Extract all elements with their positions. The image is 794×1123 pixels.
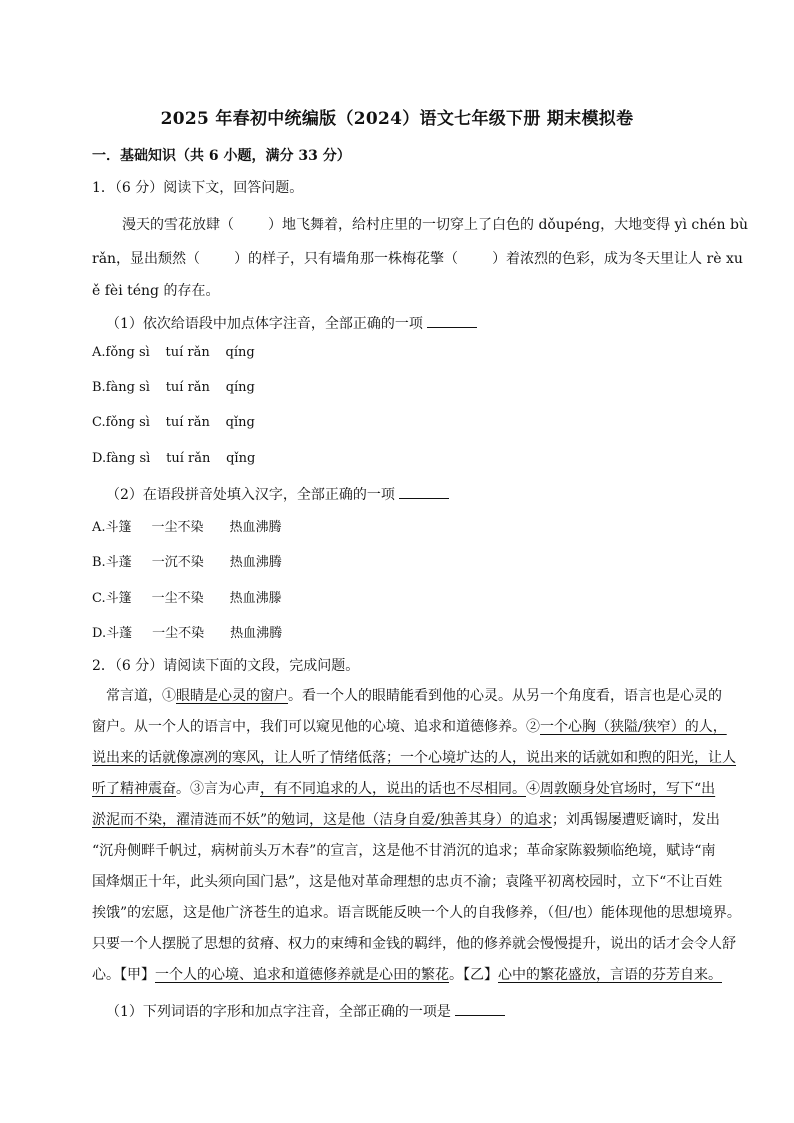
section-heading: 一．基础知识（共 6 小题，满分 33 分）: [92, 148, 351, 164]
answer-blank[interactable]: [399, 486, 449, 499]
answer-blank[interactable]: [455, 1003, 505, 1016]
q1-1-option-a[interactable]: A.fǒng sì tuí rǎn qíng: [92, 345, 255, 360]
q2-passage-line: 只要一个人摆脱了思想的贫瘠、权力的束缚和金钱的羁绊，他的修养就会慢慢提升，说出的话才会令人舒: [92, 936, 736, 952]
q2-passage-line: 常言道，①眼睛是心灵的窗户。看一个人的眼睛能看到他的心灵。从另一个角度看，语言也是心灵的: [106, 688, 722, 704]
q1-2-option-b[interactable]: B.斗蓬 一沉不染 热血沸腾: [92, 555, 282, 570]
q1-2-option-d[interactable]: D.斗蓬 一尘不染 热血沸腾: [92, 626, 283, 641]
q1-passage-text: ）地飞舞着，给村庄里的一切穿上了白色的 dǒupéng，大地变得 yì chén bù: [268, 217, 748, 233]
q1-sub-question-2: （2）在语段拼音处填入汉字，全部正确的一项: [106, 484, 449, 504]
q2-passage-line: 心。【甲】一个人的心境、追求和道德修养就是心田的繁花。【乙】心中的繁花盛放，言语的芬芳自来。: [92, 967, 722, 983]
q1-passage-line-2: [92, 248, 743, 268]
q2-passage: [92, 681, 741, 991]
q2-passage-line: 听了精神震奋。③言为心声，有不同追求的人，说出的话也不尽相同。④周敦颐身处官场时，写下“出: [92, 781, 716, 797]
q2-passage-line: 淤泥而不染，濯清涟而不妖”的勉词，这是他（洁身自爱/独善其身）的追求；刘禹锡屡遭贬谪时，发出: [92, 812, 720, 828]
q2-passage-line: 挨饿”的宏愿，这是他广济苍生的追求。语言既能反映一个人的自我修养，（但/也）能体现他的思想境界。: [92, 905, 741, 921]
answer-blank[interactable]: [427, 315, 477, 328]
q1-passage-line-1: [122, 214, 748, 234]
q1-passage-text: ）着浓烈的色彩，成为冬天里让人 rè xu: [492, 251, 743, 267]
q1-1-option-d[interactable]: D.fàng sì tuí rǎn qǐng: [92, 451, 256, 466]
q1-passage-text: 漫天的雪花放肆（: [122, 217, 234, 233]
q2-passage-line: 窗户。从一个人的语言中，我们可以窥见他的心境、追求和道德修养。②一个心胸（狭隘/狭窄）的人，: [92, 719, 727, 735]
q2-passage-line: 说出来的话就像凛冽的寒风，让人听了情绪低落；一个心境圹达的人，说出来的话就如和煦的阳光，让人: [92, 750, 736, 766]
q2-passage-line: 国烽烟正十年，此头须向国门悬”，这是他对革命理想的忠贞不渝；袁隆平初离校园时，立下“不让百姓: [92, 874, 723, 890]
q1-2-option-a[interactable]: A.斗篷 一尘不染 热血沸腾: [92, 520, 282, 535]
q1-passage-text: rǎn，显出颓然（: [92, 251, 201, 267]
q1-2-option-c[interactable]: C.斗篷 一尘不染 热血沸滕: [92, 591, 282, 606]
q1-passage-text: ）的样子，只有墙角那一株梅花擎（: [234, 251, 459, 267]
q2-passage-line: “沉舟侧畔千帆过，病树前头万木春”的宣言，这是他不甘消沉的追求；革命家陈毅频临绝境，赋诗“南: [92, 843, 716, 859]
q1-passage-line-3: ě fèi téng 的存在。: [92, 283, 220, 299]
question-1-stem: 1．（6 分）阅读下文，回答问题。: [92, 180, 304, 196]
page-title: 2025 年春初中统编版（2024）语文七年级下册 期末模拟卷: [160, 109, 634, 129]
q1-sub-question-1: （1）依次给语段中加点体字注音，全部正确的一项: [106, 313, 477, 333]
q2-sub-question-1: （1）下列词语的字形和加点字注音，全部正确的一项是: [106, 1001, 505, 1021]
q1-1-option-b[interactable]: B.fàng sì tuí rǎn qíng: [92, 380, 255, 395]
question-2-stem: 2．（6 分）请阅读下面的文段，完成问题。: [92, 658, 360, 674]
q1-1-option-c[interactable]: C.fǒng sì tuí rǎn qǐng: [92, 415, 255, 430]
